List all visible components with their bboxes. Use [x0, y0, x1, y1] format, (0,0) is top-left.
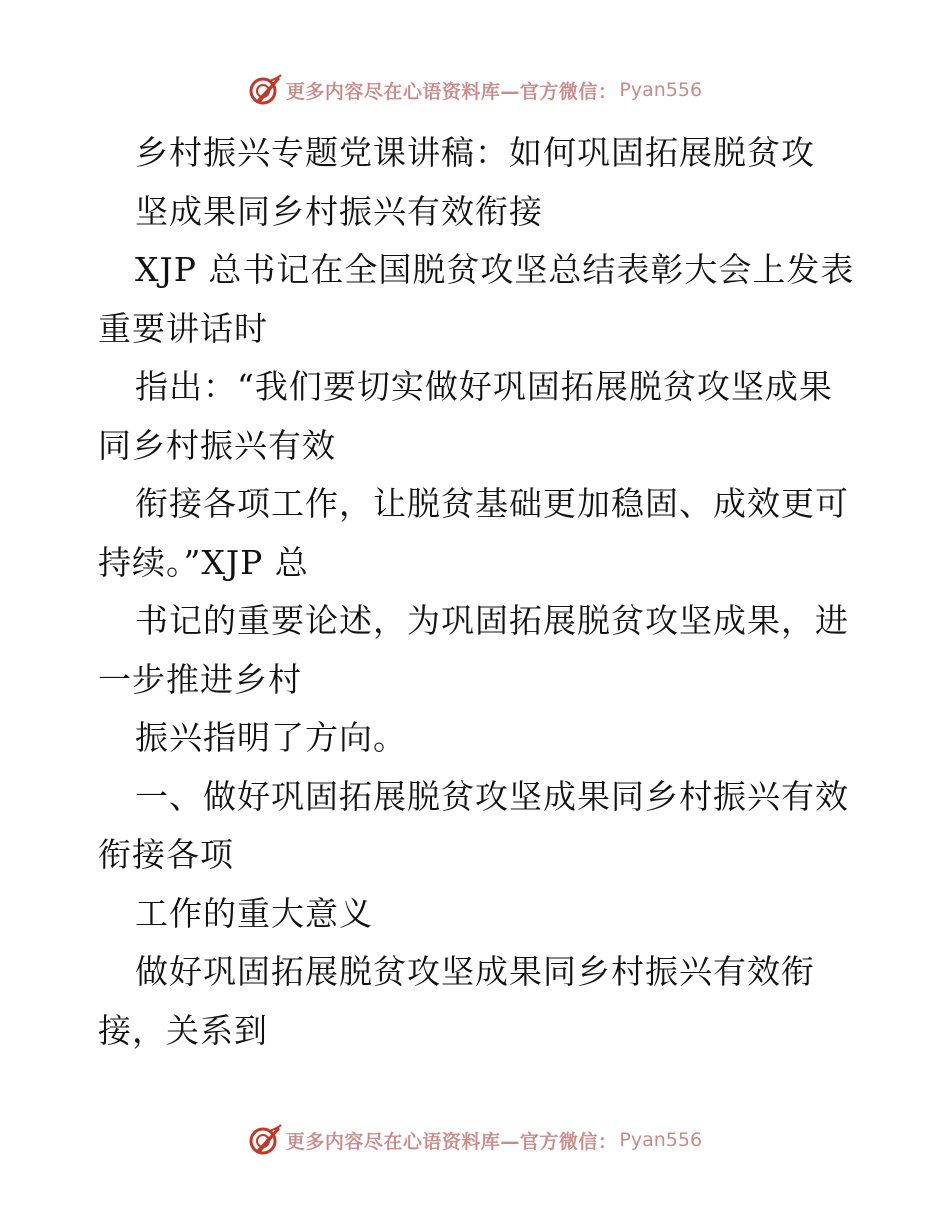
footer-banner	[0, 1120, 950, 1160]
banner-text: 更多内容尽在心语资料库—官方微信：	[285, 80, 618, 103]
document-line: 坚成果同乡村振兴有效衔接	[135, 191, 543, 231]
document-line: 一、做好巩固拓展脱贫攻坚成果同乡村振兴有效	[135, 776, 849, 816]
document-line: 一步推进乡村	[98, 659, 302, 699]
document-body	[98, 124, 858, 1060]
document-line: 持续。”XJP 总	[98, 542, 309, 582]
document-line: 接，关系到	[98, 1010, 268, 1050]
document-line: 振兴指明了方向。	[135, 718, 407, 757]
document-line: 书记的重要论述，为巩固拓展脱贫攻坚成果，进	[135, 601, 849, 640]
document-line: 乡村振兴专题党课讲稿：如何巩固拓展脱贫攻	[135, 133, 815, 172]
quill-pen-seal-icon	[248, 73, 282, 107]
document-line: 衔接各项	[98, 835, 234, 874]
document-line: 衔接各项工作，让脱贫基础更加稳固、成效更可	[135, 484, 849, 523]
wechat-id: Pyan556	[619, 1129, 703, 1151]
document-line: 重要讲话时	[98, 308, 268, 348]
document-line: 指出：“我们要切实做好巩固拓展脱贫攻坚成果	[135, 367, 833, 406]
document-line: XJP 总书记在全国脱贫攻坚总结表彰大会上发表	[135, 250, 855, 289]
document-line: 工作的重大意义	[135, 893, 373, 933]
document-line: 做好巩固拓展脱贫攻坚成果同乡村振兴有效衔	[135, 952, 815, 991]
banner-text: 更多内容尽在心语资料库—官方微信：	[285, 1130, 618, 1153]
quill-pen-seal-icon	[248, 1123, 282, 1157]
document-line: 同乡村振兴有效	[98, 425, 336, 465]
header-banner	[0, 70, 950, 110]
wechat-id: Pyan556	[619, 79, 703, 101]
